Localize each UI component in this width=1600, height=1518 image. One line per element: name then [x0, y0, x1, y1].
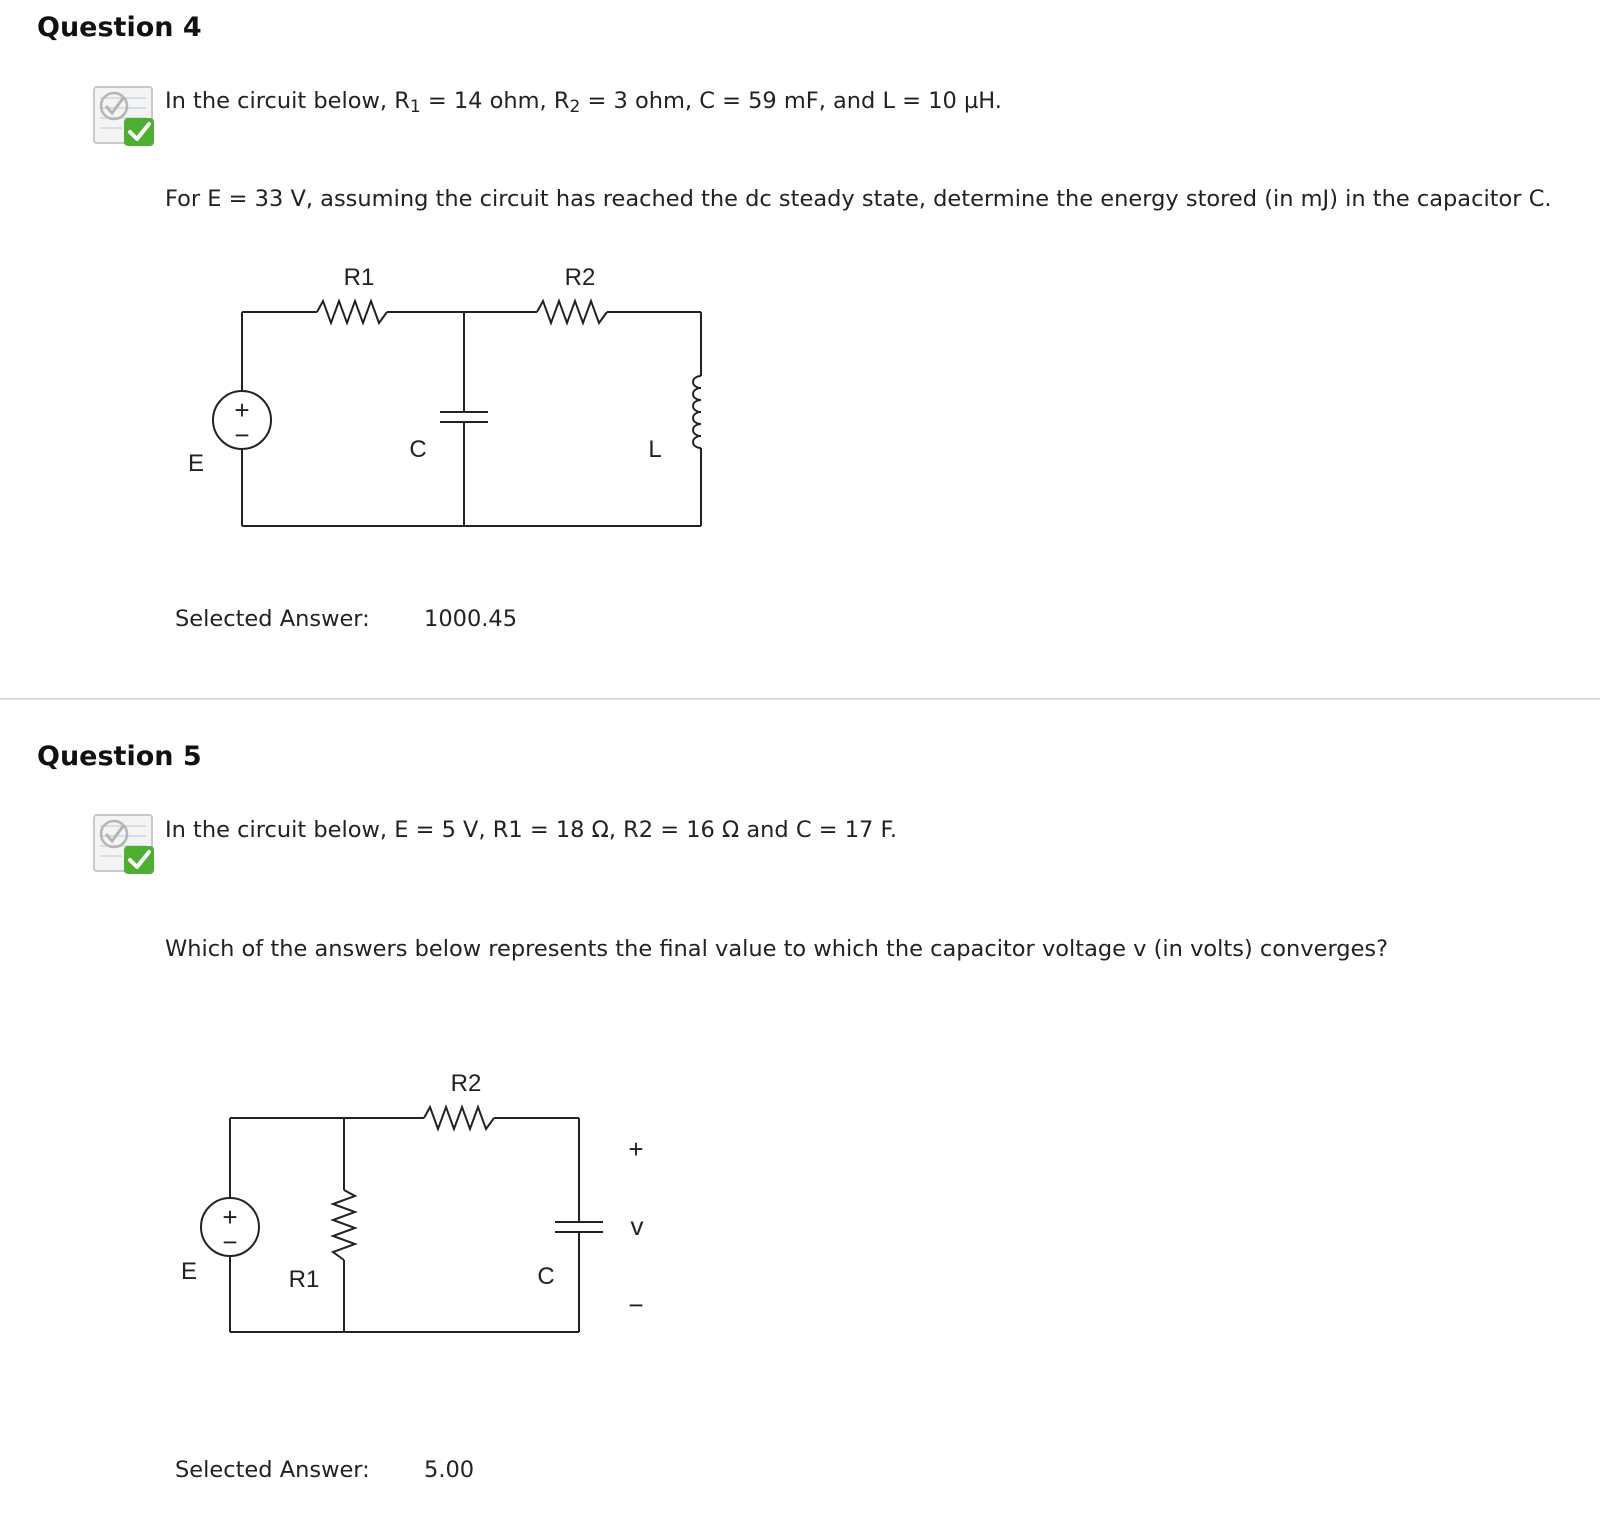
- r1-label: R1: [343, 264, 375, 291]
- question-4-intro: In the circuit below, $R_1 = 14$ ohm, $R_2 = 3$ ohm, C = 59 mF, and L = 10 µH.: [165, 88, 1002, 117]
- l-label: L: [648, 436, 662, 463]
- resistor-r1-symbol: [333, 1190, 355, 1260]
- v-label: v: [630, 1211, 644, 1241]
- r2-label: R2: [450, 1070, 482, 1097]
- e-label: E: [187, 450, 205, 477]
- v-plus-label: +: [628, 1134, 644, 1164]
- source-minus-label: −: [222, 1227, 238, 1257]
- question-5-prompt: Which of the answers below represents the final value to which the capacitor voltage v (in volts) converges?: [165, 936, 1389, 962]
- v-minus-label: −: [628, 1290, 644, 1320]
- source-plus-label: +: [234, 395, 250, 425]
- selected-answer-value: 1000.45: [424, 606, 518, 632]
- r1-label: R1: [288, 1266, 320, 1293]
- selected-answer-label: Selected Answer:: [175, 606, 370, 632]
- question-4-prompt: For E = 33 V, assuming the circuit has reached the dc steady state, determine the energy stored (in mJ) in the capacitor C.: [165, 186, 1552, 212]
- selected-answer-value: 5.00: [424, 1457, 475, 1483]
- question-5-intro: In the circuit below, E = 5 V, R1 = 18 Ω, R2 = 16 Ω and C = 17 F.: [165, 817, 897, 843]
- e-label: E: [180, 1258, 198, 1285]
- resistor-r2-symbol: [424, 1107, 494, 1129]
- selected-answer-label: Selected Answer:: [175, 1457, 370, 1483]
- r2-label: R2: [564, 264, 596, 291]
- source-plus-label: +: [222, 1202, 238, 1232]
- source-minus-label: −: [234, 420, 250, 450]
- question-5-title: Question 5: [37, 741, 202, 772]
- question-4-title: Question 4: [37, 12, 202, 43]
- c-label: C: [409, 436, 427, 463]
- c-label: C: [537, 1263, 555, 1290]
